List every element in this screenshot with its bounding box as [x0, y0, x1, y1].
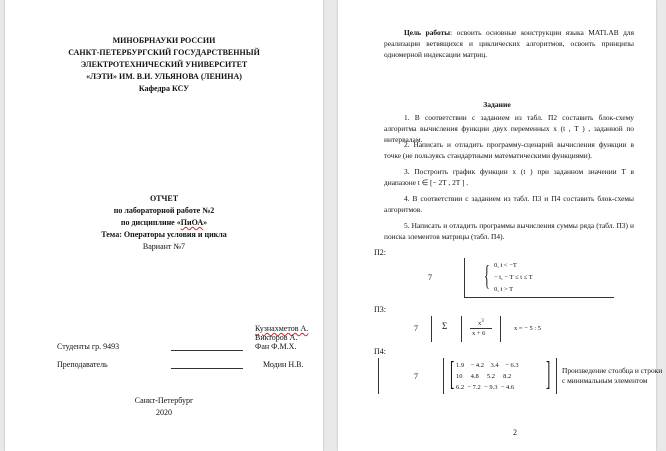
table-divider [556, 358, 557, 394]
goal-paragraph [384, 27, 634, 60]
university-line-3: «ЛЭТИ» ИМ. В.И. УЛЬЯНОВА (ЛЕНИНА) [86, 72, 242, 81]
matrix-row: 6.2 − 7.2 − 9.3 − 4.6 [456, 384, 515, 391]
discipline-name: ПиОА [180, 218, 204, 227]
teacher-label: Преподаватель [57, 360, 108, 369]
discipline-suffix: » [203, 218, 208, 227]
table-p2-variant: 7 [428, 273, 432, 282]
city: Санкт-Петербург [134, 396, 194, 405]
university-line-2: ЭЛЕКТРОТЕХНИЧЕСКИЙ УНИВЕРСИТЕТ [80, 60, 248, 69]
table-p4-variant: 7 [414, 372, 418, 381]
p4-description-line: с минимальным элементом [562, 376, 648, 385]
table-divider [500, 316, 501, 342]
goal-label: Цель работы [404, 28, 451, 37]
fraction-bar [470, 328, 492, 329]
report-title: ОТЧЕТ [149, 194, 179, 203]
discipline-prefix: по дисциплине « [120, 218, 181, 227]
content-page [338, 0, 663, 451]
p2-row: 0, t > T [494, 286, 514, 293]
teacher-signature-line [171, 368, 243, 369]
department: Кафедра КСУ [138, 84, 190, 93]
ministry-name: МИНОБРНАУКИ РОССИИ [112, 36, 216, 45]
table-divider [464, 297, 614, 298]
discipline-line [5, 218, 323, 228]
sum-sign: Σ [442, 321, 448, 331]
table-divider [378, 358, 379, 394]
teacher-name: Модин Н.В. [263, 360, 304, 369]
table-divider [464, 258, 465, 298]
brace-icon: { [484, 258, 490, 293]
matrix-row: 1.9 − 4.2 3.4 − 6.3 [456, 362, 519, 369]
title-page [5, 0, 323, 451]
p2-row: 0, t < −T [494, 262, 517, 269]
variant-line: Вариант №7 [142, 242, 186, 251]
task-item: 3. Построить график функции x (t ) при заданном значении T в диапазоне t ∈ [− 2T , 2T ] . [384, 167, 634, 187]
task-item: 1. В соответствии с заданием из табл. П2 составить блок-схему алгоритма вычисления функции двух переменных x (t , T ) , заданной по интервалам. [384, 113, 634, 144]
numerator: $x^3$ [478, 319, 484, 328]
denominator: x + 6 [472, 330, 486, 337]
task-item: 5. Написать и отладить программы вычисления суммы ряда (табл. П3) и поиска элементов матрицы (табл. П4). [384, 221, 634, 241]
task-item: 4. В соответствии с заданием из табл. П3 и П4 составить блок-схемы алгоритмов. [384, 194, 634, 214]
students-label: Студенты гр. 9493 [57, 342, 120, 351]
student-name: Викторов А. [255, 333, 298, 342]
matrix-bracket-right: ] [546, 353, 551, 393]
lab-work-line: по лабораторной работе №2 [113, 206, 215, 215]
task-item: 2. Написать и отладить программу-сценарий вычисления функции в точке (не пользуясь стандартными математическими функциями). [384, 140, 634, 160]
task-heading: Задание [483, 100, 511, 109]
table-divider [461, 316, 462, 342]
matrix-bracket-left: [ [450, 353, 455, 393]
university-line-1: САНКТ-ПЕТЕРБУРГСКИЙ ГОСУДАРСТВЕННЫЙ [68, 48, 260, 57]
matrix-row: 10 4.8 5.2 8.2 [456, 373, 512, 380]
range: x = − 5 : 5 [514, 325, 542, 332]
table-p2-label: П2: [374, 248, 386, 257]
topic-line: Тема: Операторы условия и цикла [101, 230, 227, 239]
table-p3-variant: 7 [414, 324, 418, 333]
table-p4-label: П4: [374, 347, 386, 356]
year: 2020 [156, 408, 172, 417]
table-p3-label: П3: [374, 305, 386, 314]
student-name: Фан Ф.М.Х. [255, 342, 297, 351]
p2-row: − t, − T ≤ t ≤ T [494, 274, 533, 281]
goal-text: : освоить основные конструкции языка MATLAB для реализации ветвящихся и циклических алгоритмов, освоить принципы одномерной индексации матриц. [384, 28, 635, 59]
table-divider [431, 316, 432, 342]
students-signature-line [171, 350, 243, 351]
p4-description-line: Произведение столбца и строки [562, 366, 663, 375]
student-name: Кузнахметов А. [255, 324, 309, 333]
table-divider [443, 358, 444, 394]
page-number: 2 [513, 428, 517, 437]
